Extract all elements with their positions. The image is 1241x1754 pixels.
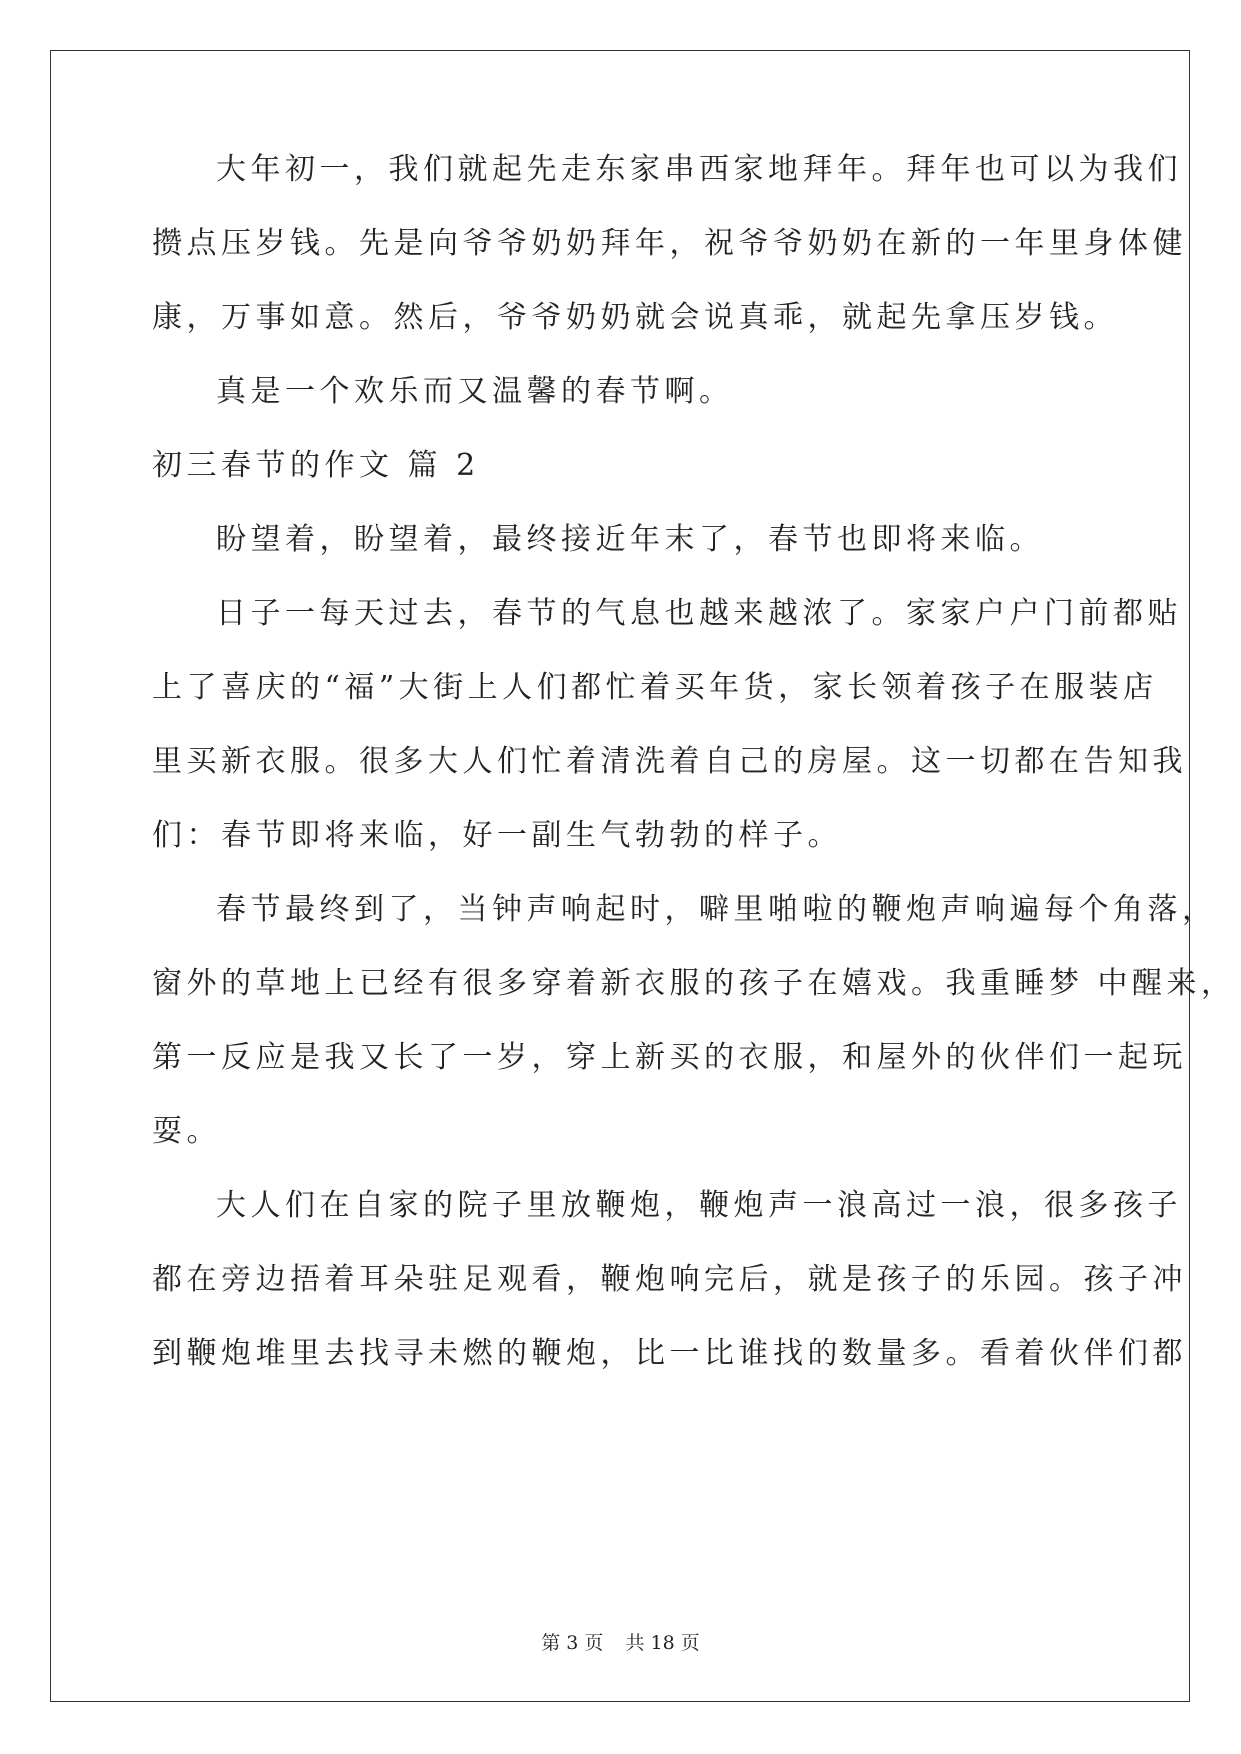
paragraph-line: 到鞭炮堆里去找寻未燃的鞭炮，比一比谁找的数量多。看着伙伴们都 xyxy=(152,1336,1187,1371)
paragraph-line: 康，万事如意。然后，爷爷奶奶就会说真乖，就起先拿压岁钱。 xyxy=(152,300,1118,335)
paragraph-line: 日子一每天过去，春节的气息也越来越浓了。家家户户门前都贴 xyxy=(216,596,1182,631)
paragraph-line: 耍。 xyxy=(152,1114,221,1149)
paragraph-line: 窗外的草地上已经有很多穿着新衣服的孩子在嬉戏。我重睡梦 中醒来， xyxy=(152,966,1236,1001)
paragraph-line: 大人们在自家的院子里放鞭炮，鞭炮声一浪高过一浪，很多孩子 xyxy=(216,1188,1182,1223)
paragraph-line: 攒点压岁钱。先是向爷爷奶奶拜年，祝爷爷奶奶在新的一年里身体健 xyxy=(152,226,1187,261)
page-footer xyxy=(0,1628,1241,1655)
page-number: 第 3 页 xyxy=(541,1632,604,1654)
section-heading: 初三春节的作文 篇 2 xyxy=(152,448,480,483)
paragraph-line: 盼望着，盼望着，最终接近年末了，春节也即将来临。 xyxy=(216,522,1044,557)
paragraph-line: 第一反应是我又长了一岁，穿上新买的衣服，和屋外的伙伴们一起玩 xyxy=(152,1040,1187,1075)
paragraph-line: 春节最终到了，当钟声响起时，噼里啪啦的鞭炮声响遍每个角落， xyxy=(216,892,1217,927)
paragraph-line: 大年初一，我们就起先走东家串西家地拜年。拜年也可以为我们 xyxy=(216,152,1182,187)
paragraph-line: 上了喜庆的“福”大街上人们都忙着买年货，家长领着孩子在服装店 xyxy=(152,670,1158,705)
paragraph-line: 们：春节即将来临，好一副生气勃勃的样子。 xyxy=(152,818,842,853)
page-total: 共 18 页 xyxy=(625,1632,700,1654)
paragraph-line: 里买新衣服。很多大人们忙着清洗着自己的房屋。这一切都在告知我 xyxy=(152,744,1187,779)
paragraph-line: 都在旁边捂着耳朵驻足观看，鞭炮响完后，就是孩子的乐园。孩子冲 xyxy=(152,1262,1187,1297)
paragraph-line: 真是一个欢乐而又温馨的春节啊。 xyxy=(216,374,734,409)
